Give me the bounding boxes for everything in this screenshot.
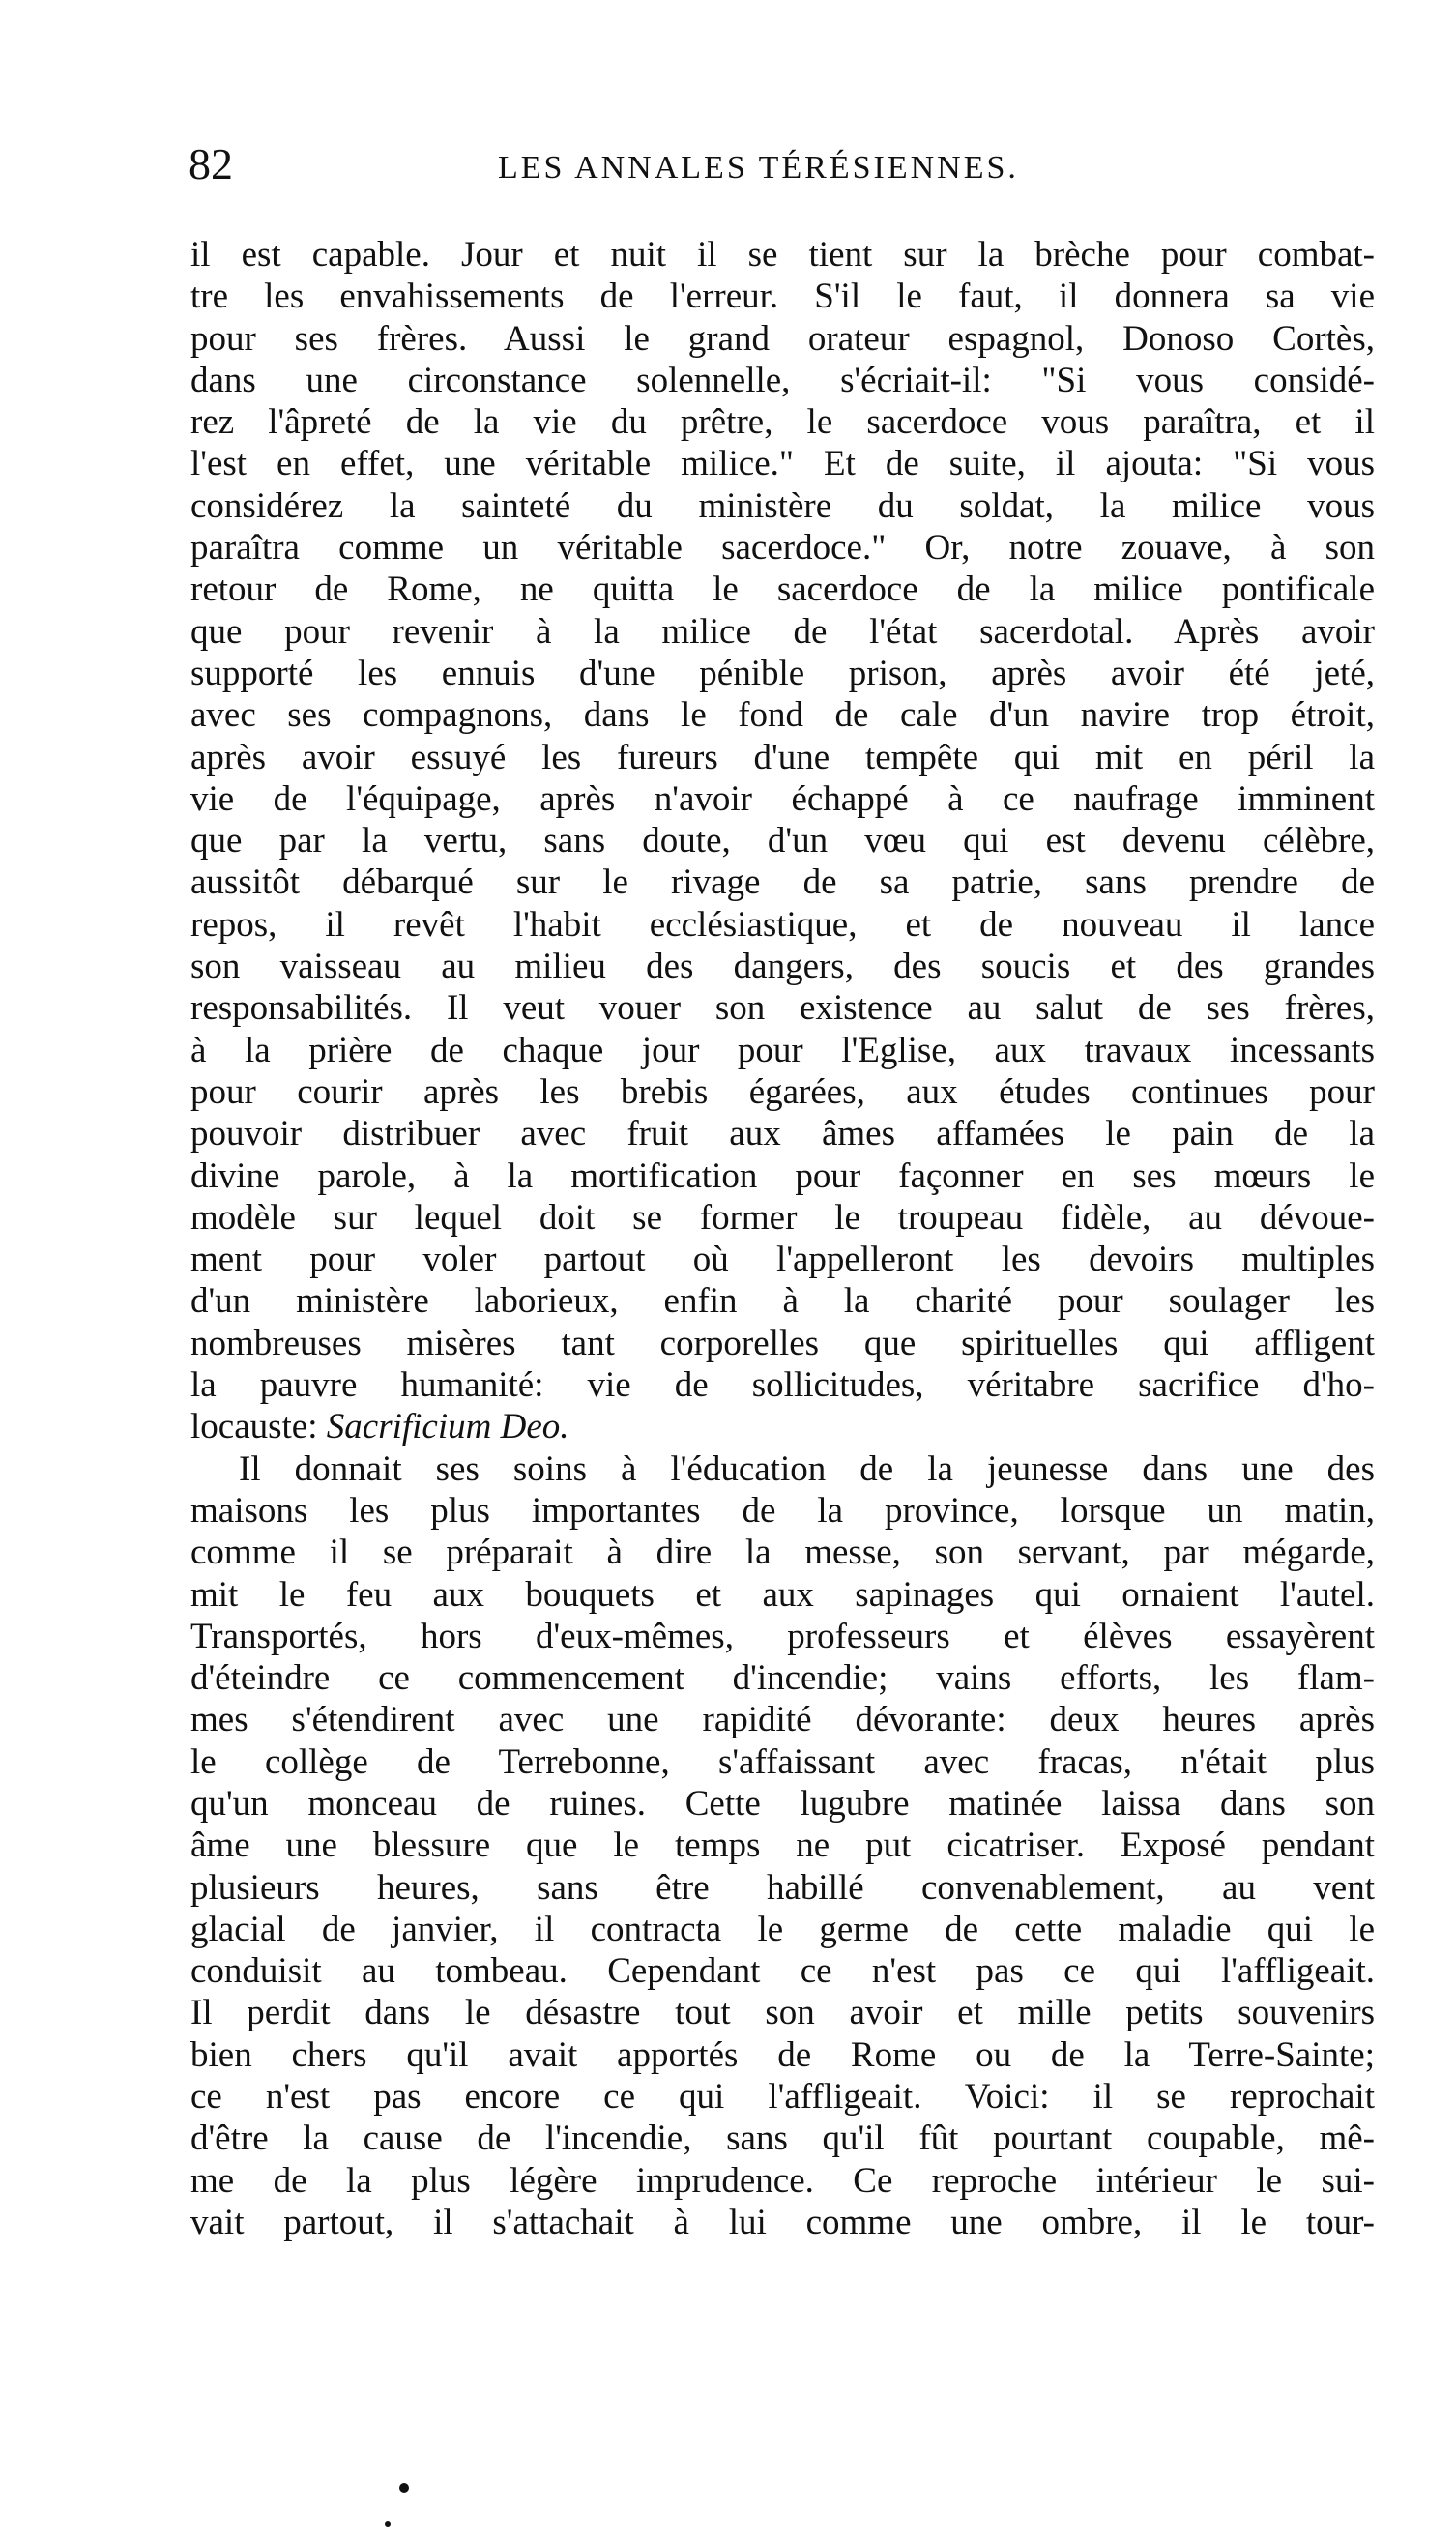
text-line: repos, il revêt l'habit ecclésiastique, et de nouveau il lance <box>190 904 1375 945</box>
text-line: mit le feu aux bouquets et aux sapinages qui ornaient l'autel. <box>190 1574 1375 1615</box>
text-line: âme une blessure que le temps ne put cicatriser. Exposé pendant <box>190 1826 1375 1866</box>
text-line: il est capable. Jour et nuit il se tient sur la brèche pour combat- <box>190 235 1375 275</box>
text-line: d'être la cause de l'incendie, sans qu'il fût pourtant coupable, mê- <box>190 2118 1375 2159</box>
text-line: ce n'est pas encore ce qui l'affligeait. Voici: il se reprochait <box>190 2077 1375 2118</box>
body-text <box>190 234 1375 2243</box>
text-line: conduisit au tombeau. Cependant ce n'est pas ce qui l'affligeait. <box>190 1951 1375 1992</box>
text-line: pouvoir distribuer avec fruit aux âmes affamées le pain de la <box>190 1114 1375 1154</box>
text-line: après avoir essuyé les fureurs d'une tempête qui mit en péril la <box>190 737 1375 777</box>
text-line: le collège de Terrebonne, s'affaissant avec fracas, n'était plus <box>190 1741 1375 1782</box>
text-line: pour ses frères. Aussi le grand orateur espagnol, Donoso Cortès, <box>190 318 1375 359</box>
text-line: ment pour voler partout où l'appelleront les devoirs multiples <box>190 1240 1375 1280</box>
text-line: aussitôt débarqué sur le rivage de sa patrie, sans prendre de <box>190 862 1375 903</box>
text-line: considérez la sainteté du ministère du soldat, la milice vous <box>190 485 1375 526</box>
text-line: bien chers qu'il avait apportés de Rome ou de la Terre-Sainte; <box>190 2034 1375 2075</box>
ink-speck <box>385 2521 391 2527</box>
text-line: la pauvre humanité: vie de sollicitudes, véritabre sacrifice d'ho- <box>190 1365 1375 1406</box>
page-header <box>189 135 1349 193</box>
text-line: d'un ministère laborieux, enfin à la charité pour soulager les <box>190 1281 1375 1322</box>
text-line: retour de Rome, ne quitta le sacerdoce de la milice pontificale <box>190 570 1375 610</box>
paragraph-1 <box>190 234 1375 1448</box>
text-line: supporté les ennuis d'une pénible prison, après avoir été jeté, <box>190 653 1375 693</box>
text-line: plusieurs heures, sans être habillé convenablement, au vent <box>190 1867 1375 1908</box>
text-line: maisons les plus importantes de la province, lorsque un matin, <box>190 1490 1375 1531</box>
text-line: que par la vertu, sans doute, d'un vœu qui est devenu célèbre, <box>190 821 1375 862</box>
text-line: Transportés, hors d'eux-mêmes, professeurs et élèves essayèrent <box>190 1616 1375 1656</box>
latin-quotation: Sacrificium Deo. <box>326 1407 569 1447</box>
text-line: paraîtra comme un véritable sacerdoce." Or, notre zouave, à son <box>190 528 1375 569</box>
text-line: Il perdit dans le désastre tout son avoir et mille petits souvenirs <box>190 1993 1375 2033</box>
text-line: l'est en effet, une véritable milice." Et de suite, il ajouta: "Si vous <box>190 444 1375 484</box>
text-line: comme il se préparait à dire la messe, son servant, par mégarde, <box>190 1533 1375 1573</box>
text-line: pour courir après les brebis égarées, aux études continues pour <box>190 1071 1375 1112</box>
text-line: tre les envahissements de l'erreur. S'il le faut, il donnera sa vie <box>190 277 1375 317</box>
text-line: mes s'étendirent avec une rapidité dévorante: deux heures après <box>190 1700 1375 1740</box>
paragraph-2 <box>190 1448 1375 2244</box>
page-number: 82 <box>189 139 233 189</box>
text-line: avec ses compagnons, dans le fond de cale d'un navire trop étroit, <box>190 695 1375 736</box>
text-line: me de la plus légère imprudence. Ce reproche intérieur le sui- <box>190 2160 1375 2201</box>
text-line: glacial de janvier, il contracta le germe de cette maladie qui le <box>190 1909 1375 1949</box>
text-line: modèle sur lequel doit se former le troupeau fidèle, au dévoue- <box>190 1197 1375 1238</box>
text-fragment: locauste: <box>190 1407 327 1447</box>
text-line: vie de l'équipage, après n'avoir échappé à ce naufrage imminent <box>190 778 1375 819</box>
text-line: divine parole, à la mortification pour façonner en ses mœurs le <box>190 1155 1375 1196</box>
text-line: responsabilités. Il veut vouer son existence au salut de ses frères, <box>190 988 1375 1029</box>
text-line: que pour revenir à la milice de l'état sacerdotal. Après avoir <box>190 611 1375 652</box>
text-line: dans une circonstance solennelle, s'écriait-il: "Si vous considé- <box>190 360 1375 400</box>
running-title: LES ANNALES TÉRÉSIENNES. <box>498 150 1019 186</box>
text-line: d'éteindre ce commencement d'incendie; vains efforts, les flam- <box>190 1658 1375 1699</box>
text-line: qu'un monceau de ruines. Cette lugubre matinée laissa dans son <box>190 1783 1375 1824</box>
text-line: nombreuses misères tant corporelles que spirituelles qui affligent <box>190 1323 1375 1363</box>
text-line: Il donnait ses soins à l'éducation de la jeunesse dans une des <box>239 1448 1375 1489</box>
ink-speck <box>399 2483 409 2493</box>
text-line: à la prière de chaque jour pour l'Eglise, aux travaux incessants <box>190 1030 1375 1070</box>
text-line-final <box>190 1406 1375 1447</box>
text-line: son vaisseau au milieu des dangers, des soucis et des grandes <box>190 947 1375 987</box>
text-line: vait partout, il s'attachait à lui comme une ombre, il le tour- <box>190 2202 1375 2242</box>
text-line: rez l'âpreté de la vie du prêtre, le sacerdoce vous paraîtra, et il <box>190 402 1375 443</box>
